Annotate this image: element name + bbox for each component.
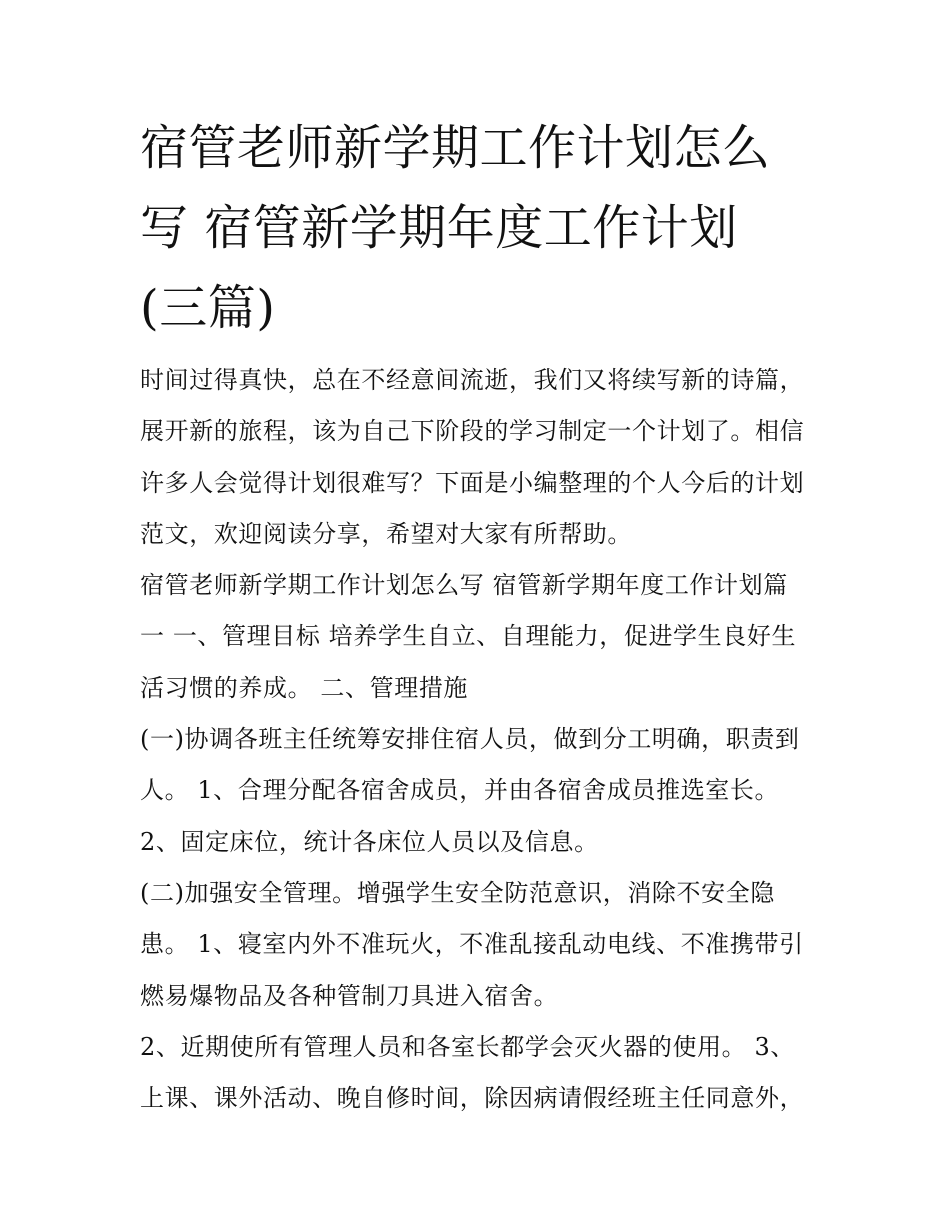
title-line-1: 宿管老师新学期工作计划怎么 [140, 120, 771, 176]
document-body [140, 355, 830, 1124]
body-line: (一)协调各班主任统筹安排住宿人员，做到分工明确，职责到 [140, 725, 800, 754]
body-line: 患。 1、寝室内外不准玩火，不准乱接乱动电线、不准携带引 [140, 930, 804, 959]
title-line-2: 写 宿管新学期年度工作计划 [140, 200, 738, 256]
document-title [140, 108, 820, 348]
body-line: 范文，欢迎阅读分享，希望对大家有所帮助。 [140, 519, 632, 548]
body-line: 展开新的旅程，该为自己下阶段的学习制定一个计划了。相信 [140, 417, 805, 446]
body-line: 活习惯的养成。 二、管理措施 [140, 673, 469, 702]
body-line: 上课、课外活动、晚自修时间，除因病请假经班主任同意外， [140, 1084, 805, 1113]
body-line: 2、固定床位，统计各床位人员以及信息。 [140, 827, 599, 856]
title-line-3: (三篇) [140, 280, 276, 336]
body-line: 宿管老师新学期工作计划怎么写 宿管新学期年度工作计划篇 [140, 571, 788, 600]
body-line: 2、近期使所有管理人员和各室长都学会灭火器的使用。 3、 [140, 1032, 795, 1061]
body-line: 一 一、管理目标 培养学生自立、自理能力，促进学生良好生 [140, 622, 797, 651]
body-line: 人。 1、合理分配各宿舍成员，并由各宿舍成员推选室长。 [140, 776, 780, 805]
body-line: (二)加强安全管理。增强学生安全防范意识，消除不安全隐 [140, 878, 775, 907]
body-line: 许多人会觉得计划很难写？下面是小编整理的个人今后的计划 [140, 468, 805, 497]
body-line: 燃易爆物品及各种管制刀具进入宿舍。 [140, 981, 559, 1010]
body-line: 时间过得真快，总在不经意间流逝，我们又将续写新的诗篇， [140, 366, 805, 394]
